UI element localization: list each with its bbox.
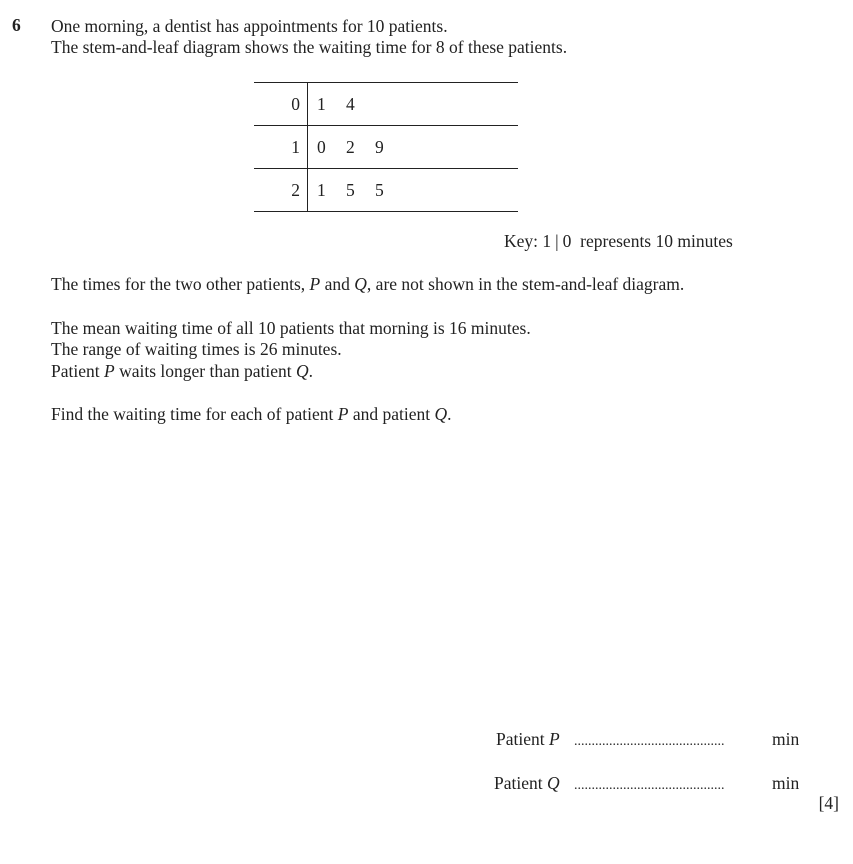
stem-leaf-row [254,126,518,169]
answer-unit-q: min [772,773,800,793]
variable-p: P [309,274,321,294]
leaf-value: 1 [317,94,326,114]
paragraph-range: The range of waiting times is 26 minutes. [51,339,342,359]
answer-unit-p: min [772,729,800,749]
leaf-value: 2 [346,137,355,157]
text: and [320,274,355,294]
text: The times for the two other patients, [51,274,310,294]
stem-leaf-divider [307,126,308,168]
paragraph-other-patients [51,274,684,294]
leaves [317,126,404,168]
answer-dots-q[interactable]: ........................................... [574,778,725,793]
variable-q: Q [546,773,560,793]
answer-label-q [494,773,574,794]
paragraph-mean: The mean waiting time of all 10 patients that morning is 16 minutes. [51,318,531,338]
variable-q: Q [434,404,448,424]
variable-p: P [103,361,115,381]
leaf-value: 5 [346,180,355,200]
marks-allocation: [4] [818,793,839,813]
stem-and-leaf-diagram [254,82,518,212]
key-prefix: Key: 1 [504,231,552,251]
intro-line-2: The stem-and-leaf diagram shows the waiting time for 8 of these patients. [51,37,568,57]
stem-leaf-divider [307,83,308,125]
stem-leaf-row [254,83,518,126]
stem-leaf-row [254,169,518,212]
key-separator: | [555,231,559,251]
text: . [447,404,452,424]
diagram-key [504,231,733,252]
leaf-value: 0 [317,137,326,157]
text: , are not shown in the stem-and-leaf diagram. [366,274,685,294]
key-leaf: 0 [562,231,572,251]
key-suffix: represents 10 minutes [580,231,733,251]
leaf-value: 1 [317,180,326,200]
leaf-value: 9 [375,137,384,157]
variable-q: Q [295,361,309,381]
text: Patient [494,773,543,793]
stem-value: 0 [291,94,300,114]
answer-patient-q[interactable] [494,773,799,794]
leaf-value: 5 [375,180,384,200]
leaves [317,169,404,211]
leaf-value: 4 [346,94,355,114]
text: . [308,361,313,381]
text: waits longer than patient [114,361,296,381]
variable-p: P [548,729,560,749]
text: Patient [51,361,104,381]
stem-value: 1 [291,137,300,157]
text: Find the waiting time for each of patient [51,404,338,424]
paragraph-find [51,404,451,424]
stem-value: 2 [291,180,300,200]
text: and patient [348,404,435,424]
paragraph-p-longer [51,361,313,381]
variable-q: Q [354,274,367,294]
answer-dots-p[interactable]: ........................................... [574,734,725,749]
leaves [317,83,375,125]
variable-p: P [337,404,349,424]
stem-leaf-divider [307,169,308,211]
intro-line-1: One morning, a dentist has appointments for 10 patients. [51,16,448,36]
answer-label-p [496,729,574,750]
answer-patient-p[interactable] [496,729,799,750]
text: Patient [496,729,545,749]
question-number: 6 [12,15,21,35]
